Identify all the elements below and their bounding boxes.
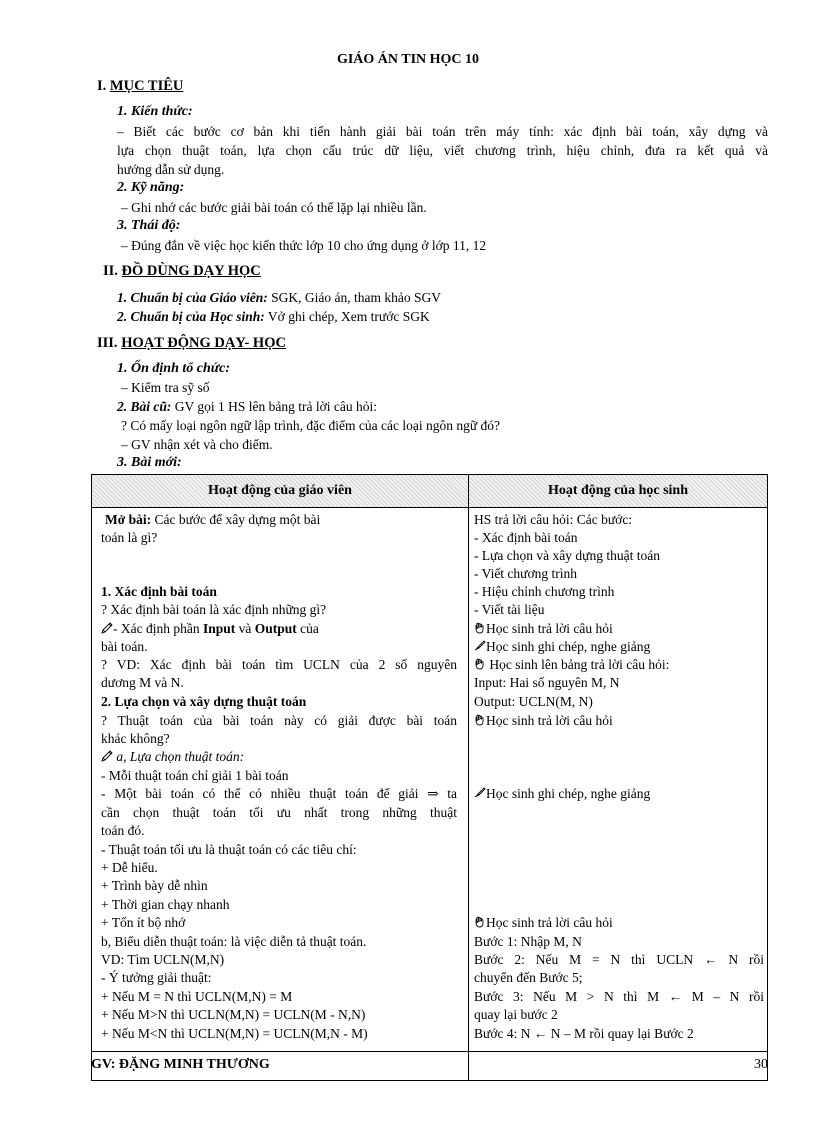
intro-line-1 bbox=[105, 512, 320, 528]
student-activity-header: Hoạt động của học sinh bbox=[469, 475, 768, 508]
step1-answer-input: Input bbox=[202, 621, 236, 636]
step2-a-heading bbox=[101, 749, 244, 765]
student-step-3a: Bước 3: Nếu M > N thì M ← M – N rồi bbox=[474, 989, 764, 1004]
rule-1: + Nếu M = N thì UCLN(M,N) = M bbox=[101, 989, 293, 1004]
teacher-activity-cell bbox=[92, 508, 469, 1081]
student-step-4: Bước 4: N ← N – M rồi quay lại Bước 2 bbox=[474, 1026, 694, 1041]
section-1-number: I. bbox=[97, 78, 107, 94]
section-3-number: III. bbox=[97, 335, 118, 351]
step2-heading: 2. Lựa chọn và xây dựng thuật toán bbox=[101, 694, 307, 709]
intro-line-2: toán là gì? bbox=[101, 530, 158, 545]
activity-table bbox=[91, 474, 768, 1081]
pen-icon bbox=[474, 787, 486, 799]
student-step-2b: chuyển đến Bước 5; bbox=[474, 970, 583, 985]
student-step-3b: quay lại bước 2 bbox=[474, 1007, 558, 1022]
attitude-heading: 3. Thái độ: bbox=[117, 218, 181, 233]
teacher-prep-value: SGK, Giáo án, tham khảo SGV bbox=[267, 290, 442, 305]
organization-line-1: – Kiểm tra sỹ số bbox=[121, 380, 210, 395]
hand-icon bbox=[474, 658, 486, 670]
step1-example-2: dương M và N. bbox=[101, 675, 184, 690]
student-prep-value: Vở ghi chép, Xem trước SGK bbox=[264, 309, 430, 324]
step1-answer-output: Output bbox=[254, 621, 297, 636]
student-line-1: HS trả lời câu hỏi: Các bước: bbox=[474, 512, 633, 527]
student-line-8-text: Học sinh ghi chép, nghe giảng bbox=[486, 639, 651, 654]
student-line-11: Output: UCLN(M, N) bbox=[474, 694, 593, 709]
criterion-3: + Thời gian chạy nhanh bbox=[101, 897, 230, 912]
step2-line-2c: toán đó. bbox=[101, 823, 145, 838]
student-step-2a: Bước 2: Nếu M = N thì UCLN ← N rồi bbox=[474, 952, 764, 967]
rule-3: + Nếu M<N thì UCLN(M,N) = UCLN(M,N - M) bbox=[101, 1026, 368, 1041]
student-line-14 bbox=[474, 915, 613, 931]
student-line-4: - Viết chương trình bbox=[474, 566, 578, 581]
student-line-8 bbox=[474, 639, 650, 655]
step1-answer-2: bài toán. bbox=[101, 639, 148, 654]
student-line-7 bbox=[474, 621, 613, 637]
student-line-5: - Hiệu chỉnh chương trình bbox=[474, 584, 615, 599]
student-step-1: Bước 1: Nhập M, N bbox=[474, 934, 582, 949]
teacher-activity-header: Hoạt động của giáo viên bbox=[92, 475, 469, 508]
step1-answer-mid: và bbox=[235, 621, 255, 636]
student-line-6: - Viết tài liệu bbox=[474, 602, 545, 617]
organization-heading: 1. Ổn định tổ chức: bbox=[117, 361, 231, 376]
section-1-heading bbox=[97, 78, 183, 95]
student-line-3: - Lựa chọn và xây dựng thuật toán bbox=[474, 548, 660, 563]
step1-answer bbox=[101, 621, 319, 637]
pencil-icon bbox=[101, 750, 113, 762]
old-lesson-value: GV gọi 1 HS lên bảng trả lời câu hỏi: bbox=[171, 399, 378, 414]
step2-line-2a: - Một bài toán có thể có nhiều thuật toán để giải ⇒ ta bbox=[101, 786, 457, 801]
step2-b: b, Biểu diễn thuật toán: là việc diễn tả thuật toán. bbox=[101, 934, 367, 949]
hand-icon bbox=[474, 622, 486, 634]
old-lesson-question: ? Có mấy loại ngôn ngữ lập trình, đặc điểm của các loại ngôn ngữ đó? bbox=[121, 418, 501, 433]
student-line-10: Input: Hai số nguyên M, N bbox=[474, 675, 620, 690]
student-line-13 bbox=[474, 786, 650, 802]
step2-question-1: ? Thuật toán của bài toán này có giải được bài toán bbox=[101, 713, 457, 728]
student-line-13-text: Học sinh ghi chép, nghe giảng bbox=[486, 786, 651, 801]
section-2-heading bbox=[103, 263, 261, 280]
old-lesson-heading: 2. Bài cũ: bbox=[117, 399, 172, 414]
step2-example: VD: Tìm UCLN(M,N) bbox=[101, 952, 225, 967]
student-line-12-text: Học sinh trả lời câu hỏi bbox=[486, 713, 613, 728]
section-2-number: II. bbox=[103, 263, 118, 279]
section-2-title: ĐỒ DÙNG DẠY HỌC bbox=[121, 263, 261, 279]
knowledge-heading: 1. Kiến thức: bbox=[117, 104, 193, 119]
student-line-7-text: Học sinh trả lời câu hỏi bbox=[486, 621, 613, 636]
table-header-row bbox=[92, 475, 768, 508]
teacher-prep bbox=[117, 290, 441, 306]
step2-line-1: - Mỗi thuật toán chỉ giải 1 bài toán bbox=[101, 768, 289, 783]
knowledge-line-2: lựa chọn thuật toán, lựa chọn cấu trúc dữ liệu, viết chương trình, hiệu chỉnh, đưa ra kết quả và bbox=[117, 143, 768, 158]
criterion-2: + Trình bày dễ nhìn bbox=[101, 878, 208, 893]
step1-answer-pre: - Xác định phần bbox=[113, 621, 203, 636]
knowledge-line-3: hướng dẫn sử dụng. bbox=[117, 162, 225, 177]
page-number: 30 bbox=[754, 1057, 768, 1072]
criterion-1: + Dễ hiểu. bbox=[101, 860, 158, 875]
new-lesson-heading: 3. Bài mới: bbox=[117, 455, 182, 470]
pencil-icon bbox=[101, 622, 113, 634]
section-3-title: HOẠT ĐỘNG DẠY- HỌC bbox=[121, 335, 286, 351]
old-lesson-comment: – GV nhận xét và cho điểm. bbox=[121, 437, 273, 452]
step2-a-heading-text: a, Lựa chọn thuật toán: bbox=[116, 749, 245, 764]
student-prep-heading: 2. Chuẩn bị của Học sinh: bbox=[117, 309, 265, 324]
criterion-4: + Tốn ít bộ nhớ bbox=[101, 915, 186, 930]
student-line-12 bbox=[474, 713, 613, 729]
step2-idea: - Ý tưởng giải thuật: bbox=[101, 970, 212, 985]
step2-line-2b: cần chọn thuật toán tối ưu nhất trong những thuật bbox=[101, 805, 457, 820]
table-row bbox=[92, 508, 768, 1081]
student-activity-cell bbox=[469, 508, 768, 1081]
step1-answer-post: của bbox=[296, 621, 319, 636]
document-title: GIÁO ÁN TIN HỌC 10 bbox=[336, 52, 480, 67]
step1-question: ? Xác định bài toán là xác định những gì? bbox=[101, 602, 327, 617]
intro-text: Các bước để xây dựng một bài bbox=[151, 512, 321, 527]
step1-example-1: ? VD: Xác định bài toán tìm UCLN của 2 số nguyên bbox=[101, 657, 457, 672]
skill-heading: 2. Kỹ năng: bbox=[117, 180, 185, 195]
teacher-prep-heading: 1. Chuẩn bị của Giáo viên: bbox=[117, 290, 268, 305]
pen-icon bbox=[474, 640, 486, 652]
footer-teacher: GV: ĐẶNG MINH THƯƠNG bbox=[91, 1057, 270, 1072]
hand-icon bbox=[474, 916, 486, 928]
step2-line-3: - Thuật toán tối ưu là thuật toán có các tiêu chí: bbox=[101, 842, 357, 857]
knowledge-line-1: – Biết các bước cơ bản khi tiến hành giải bài toán trên máy tính: xác định bài toán, xây dựng và bbox=[117, 124, 768, 139]
intro-label: Mở bài: bbox=[105, 512, 152, 527]
hand-icon bbox=[474, 714, 486, 726]
student-line-9 bbox=[474, 657, 669, 673]
step2-question-2: khác không? bbox=[101, 731, 170, 746]
skill-line-1: – Ghi nhớ các bước giải bài toán có thể lặp lại nhiều lần. bbox=[121, 200, 427, 215]
attitude-line-1: – Đúng đắn về việc học kiến thức lớp 10 cho ứng dụng ở lớp 11, 12 bbox=[121, 238, 487, 253]
step1-heading: 1. Xác định bài toán bbox=[101, 584, 217, 599]
student-line-2: - Xác định bài toán bbox=[474, 530, 578, 545]
section-1-title: MỤC TIÊU bbox=[109, 78, 184, 94]
rule-2: + Nếu M>N thì UCLN(M,N) = UCLN(M - N,N) bbox=[101, 1007, 366, 1022]
student-line-9-text: Học sinh lên bảng trả lời câu hỏi: bbox=[486, 657, 670, 672]
student-line-14-text: Học sinh trả lời câu hỏi bbox=[486, 915, 613, 930]
old-lesson bbox=[117, 399, 377, 415]
footer-divider bbox=[91, 1051, 768, 1052]
section-3-heading bbox=[97, 335, 286, 352]
student-prep bbox=[117, 309, 430, 325]
